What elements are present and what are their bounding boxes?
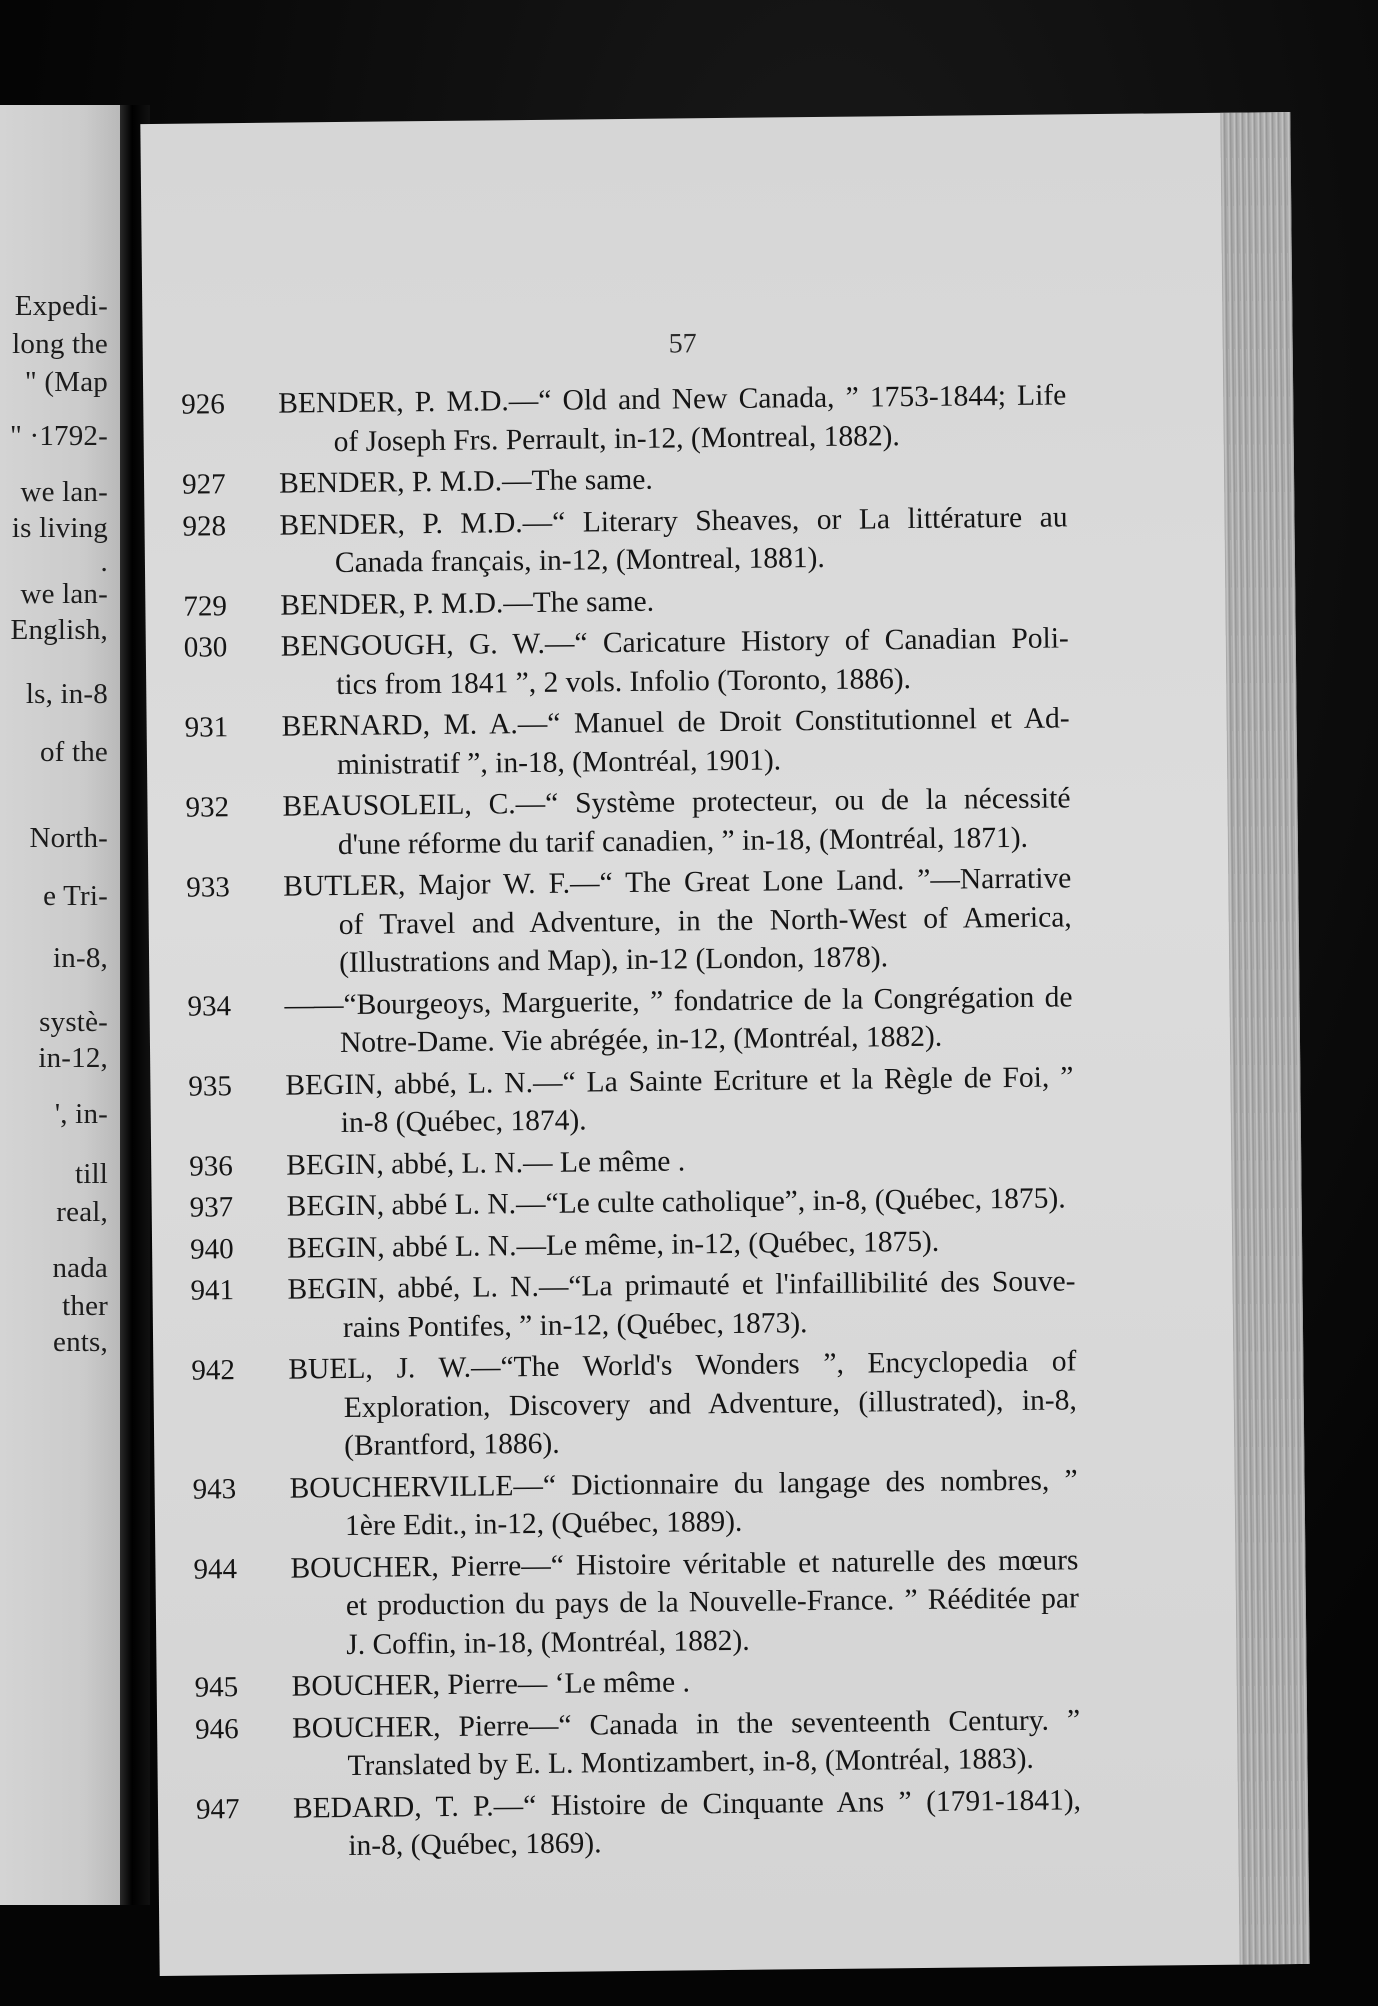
entry-text [287, 1221, 1075, 1268]
entry-number: 942 [191, 1354, 236, 1387]
entry-first-line: BEDARD, T. P.—“ Histoire de Cinquante Ans ” (1791-1841), [292, 1783, 1082, 1825]
entry-text [283, 859, 1072, 983]
entry-text [280, 578, 1068, 625]
bibliography-entry [184, 699, 1070, 785]
left-page-text-fragment: " ·1792- [9, 420, 108, 452]
bibliography-entry [182, 456, 1067, 504]
entry-continuation-line: 1ère Edit., in-12, (Québec, 1889). [344, 1505, 743, 1543]
left-page-text-fragment: we lan- [20, 476, 108, 508]
entry-text [279, 498, 1068, 583]
book-page [140, 112, 1309, 1976]
entry-first-line: BEGIN, abbé L. N.—Le même, in-12, (Québec, 1875). [286, 1225, 940, 1265]
entry-text [286, 1138, 1074, 1185]
left-page-text-fragment: Expedi- [14, 290, 108, 322]
bibliography-entry [190, 1262, 1076, 1348]
entry-number: 937 [189, 1191, 234, 1224]
bibliography-entry [182, 498, 1068, 584]
bibliography-entry [192, 1461, 1078, 1547]
entry-text [282, 779, 1071, 864]
entry-continuation-line: rains Pontifes, ” in-12, (Québec, 1873). [342, 1306, 808, 1344]
entry-text [287, 1262, 1076, 1347]
entry-text [292, 1659, 1080, 1706]
entry-first-line: BEAUSOLEIL, C.—“ Système protecteur, ou de la nécessité [282, 782, 1071, 823]
entry-first-line: BOUCHER, Pierre— ‘Le même . [291, 1666, 691, 1703]
left-page-text-fragment: nada [52, 1252, 108, 1284]
entry-continuation-line: ministratif ”, in-18, (Montréal, 1901). [336, 743, 782, 781]
entry-continuation-line: in-8 (Québec, 1874). [340, 1104, 587, 1140]
entry-number: 936 [189, 1149, 233, 1183]
bibliography-entry [185, 779, 1071, 865]
entry-first-line: BUEL, J. W.—“The World's Wonders ”, Encyclopedia of [288, 1345, 1077, 1386]
entry-continuation-line: (Illustrations and Map), in-12 (London, 1878). [338, 941, 889, 980]
entry-number: 928 [182, 509, 227, 543]
entry-number: 927 [181, 468, 226, 501]
entry-number: 030 [183, 631, 228, 664]
left-page-text-fragment: e Tri- [43, 880, 108, 912]
bibliography-entry [189, 1179, 1074, 1227]
entry-first-line: BEGIN, abbé L. N.—“Le culte catholique”, in-8, (Québec, 1875). [286, 1182, 1066, 1223]
entry-text [292, 1701, 1081, 1786]
entry-first-line: BENDER, P. M.D.—The same. [278, 463, 653, 500]
entry-text [279, 456, 1067, 503]
entry-number: 729 [183, 589, 228, 623]
entry-continuation-line: d'une réforme du tarif canadien, ” in-18, (Montréal, 1871). [337, 821, 1029, 861]
entry-text [290, 1541, 1079, 1665]
entry-number: 933 [186, 871, 230, 904]
entry-first-line: ——“Bourgeoys, Marguerite, ” fondatrice de la Congrégation de [284, 980, 1073, 1022]
entry-continuation-line: of Travel and Adventure, in the North-West of America, [338, 900, 1072, 941]
entry-first-line: BOUCHER, Pierre—“ Canada in the seventeenth Century. ” [291, 1703, 1081, 1745]
left-page-text-fragment: we lan- [20, 578, 108, 610]
entry-continuation-line: et production du pays de la Nouvelle-France. ” Rééditée par [345, 1582, 1079, 1623]
entry-first-line: BENDER, P. M.D.—“ Old and New Canada, ” 1753-1844; Life [278, 379, 1067, 420]
left-page-text-fragment: ls, in-8 [25, 678, 108, 710]
bibliography-entry [195, 1701, 1081, 1787]
bibliography-entries [181, 376, 1081, 1870]
entry-number: 934 [187, 989, 232, 1023]
entry-first-line: BOUCHERVILLE—“ Dictionnaire du langage des nombres, ” [289, 1463, 1078, 1505]
left-page-text-fragment: in-12, [38, 1042, 108, 1074]
entry-first-line: BOUCHER, Pierre—“ Histoire véritable et naturelle des mœurs [290, 1543, 1079, 1585]
left-page-text-fragment: ther [62, 1290, 108, 1322]
entry-number: 947 [195, 1792, 240, 1826]
entry-number: 943 [192, 1472, 237, 1506]
entry-first-line: BEGIN, abbé, L. N.—“La primauté et l'infaillibilité des Souve- [287, 1265, 1076, 1306]
entry-continuation-line: Notre-Dame. Vie abrégée, in-12, (Montréal, 1882). [339, 1020, 943, 1060]
left-page-text-fragment: English, [10, 614, 108, 646]
page-edge-stack [1220, 112, 1309, 1965]
bibliography-entry [183, 578, 1068, 626]
entry-number: 945 [194, 1671, 239, 1704]
left-page-text-fragment: real, [56, 1196, 108, 1228]
entry-number: 940 [189, 1232, 234, 1266]
entry-text [288, 1342, 1077, 1466]
entry-text [289, 1461, 1078, 1546]
entry-first-line: BENDER, P. M.D.—The same. [280, 585, 655, 622]
left-page-text-fragment: of the [39, 736, 108, 768]
entry-continuation-line: in-8, (Québec, 1869). [348, 1827, 602, 1862]
left-page-text-fragment: systè- [39, 1006, 108, 1038]
entry-text [284, 978, 1073, 1063]
left-page-text-fragment: ents, [53, 1326, 108, 1358]
entry-number: 931 [184, 711, 229, 744]
bibliography-entry [190, 1221, 1075, 1269]
previous-page-fragment [0, 105, 120, 1905]
entry-text [286, 1179, 1074, 1226]
entry-first-line: BEGIN, abbé, L. N.—“ La Sainte Ecriture et la Règle de Foi, ” [285, 1060, 1074, 1102]
bibliography-entry [184, 619, 1070, 705]
bibliography-entry [196, 1781, 1082, 1867]
entry-text [293, 1781, 1082, 1866]
entry-number: 935 [188, 1069, 233, 1103]
entry-first-line: BENDER, P. M.D.—“ Literary Sheaves, or La littérature au [279, 500, 1068, 542]
entry-number: 946 [194, 1712, 239, 1746]
bibliography-entry [189, 1138, 1074, 1186]
left-page-text-fragment: is living [11, 512, 108, 544]
entry-first-line: BUTLER, Major W. F.—“ The Great Lone Land. ”—Narrative [283, 862, 1072, 903]
entry-continuation-line: (Brantford, 1886). [344, 1427, 560, 1463]
entry-continuation-line: of Joseph Frs. Perrault, in-12, (Montreal, 1882). [333, 419, 900, 458]
left-page-text-fragment: . [100, 546, 108, 578]
left-page-text-fragment: North- [29, 822, 108, 854]
entry-text [278, 376, 1067, 461]
left-page-text-fragment: in-8, [53, 942, 108, 974]
bibliography-entry [188, 1058, 1074, 1144]
entry-continuation-line: Translated by E. L. Montizambert, in-8, (Montréal, 1883). [347, 1742, 1034, 1782]
entry-text [281, 699, 1070, 784]
entry-continuation-line: tics from 1841 ”, 2 vols. Infolio (Toronto, 1886). [336, 662, 912, 701]
left-page-text-fragment: " (Map [24, 366, 108, 398]
bibliography-entry [195, 1659, 1080, 1707]
entry-first-line: BERNARD, M. A.—“ Manuel de Droit Constitutionnel et Ad- [281, 702, 1070, 743]
bibliography-entry [193, 1541, 1079, 1666]
entry-number: 944 [193, 1552, 238, 1586]
entry-continuation-line: J. Coffin, in-18, (Montréal, 1882). [346, 1624, 750, 1661]
bibliography-entry [191, 1342, 1077, 1467]
left-page-text-fragment: long the [12, 328, 108, 360]
entry-number: 926 [181, 388, 225, 421]
entry-first-line: BENGOUGH, G. W.—“ Caricature History of Canadian Poli- [280, 622, 1069, 663]
left-page-text-fragment: ', in- [54, 1098, 108, 1130]
page-number: 57 [668, 328, 697, 360]
entry-first-line: BEGIN, abbé, L. N.— Le même . [286, 1144, 686, 1182]
entry-continuation-line: Canada français, in-12, (Montreal, 1881). [334, 541, 825, 580]
bibliography-entry [187, 978, 1073, 1064]
entry-number: 932 [185, 791, 230, 824]
entry-text [285, 1058, 1074, 1143]
bibliography-entry [186, 859, 1072, 984]
bibliography-entry [181, 376, 1067, 462]
entry-continuation-line: Exploration, Discovery and Adventure, (illustrated), in-8, [343, 1383, 1077, 1424]
entry-text [281, 619, 1070, 704]
left-page-text-fragment: till [74, 1158, 108, 1190]
entry-number: 941 [190, 1274, 235, 1307]
